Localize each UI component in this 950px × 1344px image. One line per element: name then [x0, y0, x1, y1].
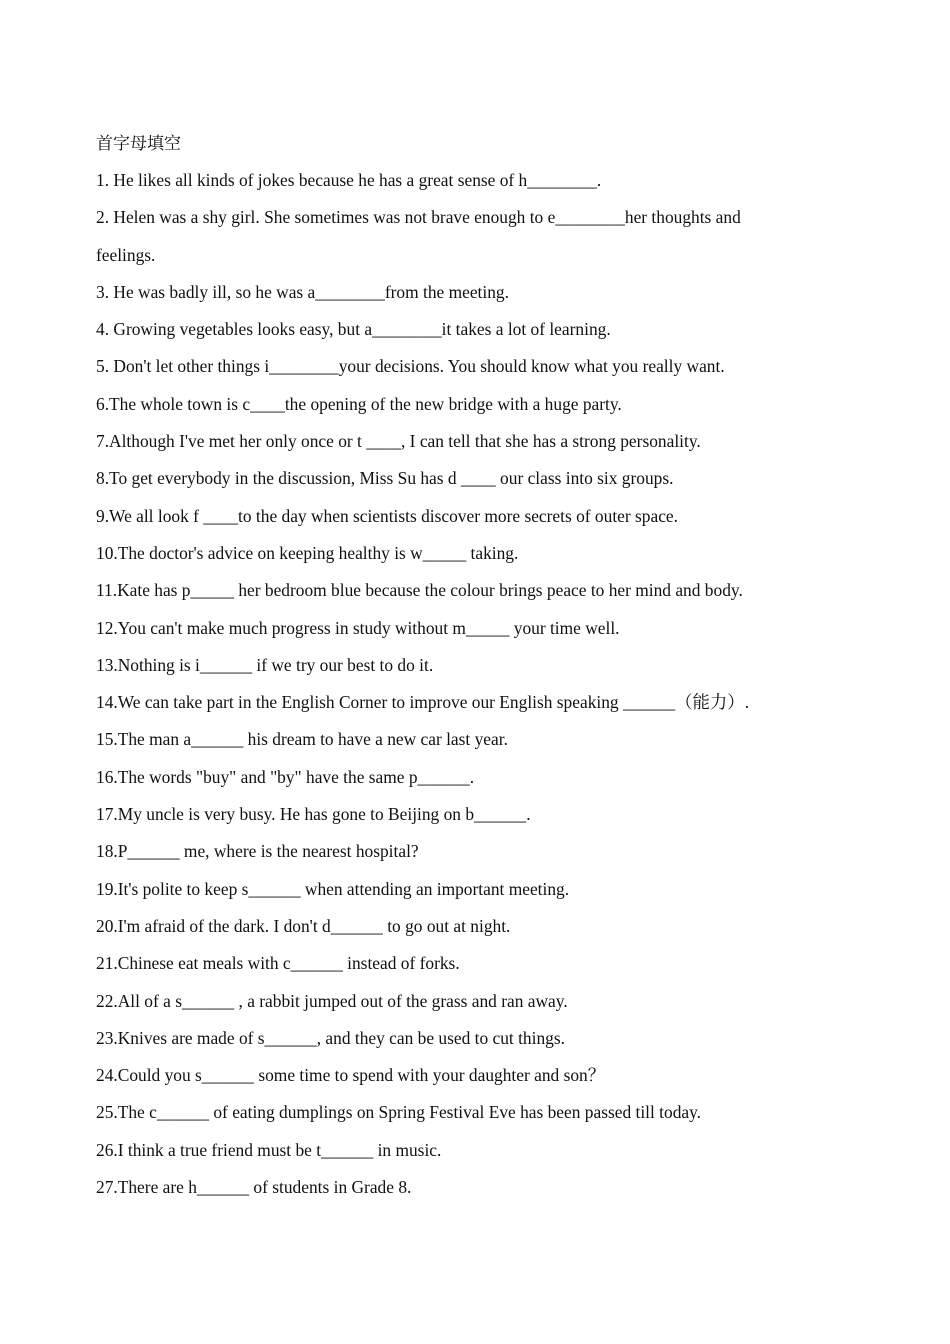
question-line: feelings. — [96, 244, 156, 265]
worksheet-title: 首字母填空 — [96, 134, 181, 154]
question-line: 1. He likes all kinds of jokes because he has a great sense of h________. — [96, 170, 602, 190]
question-line: 4. Growing vegetables looks easy, but a________it takes a lot of learning. — [96, 319, 611, 340]
question-line: 15.The man a______ his dream to have a new car last year. — [96, 729, 508, 750]
question-line: 10.The doctor's advice on keeping healthy is w_____ taking. — [96, 542, 519, 563]
worksheet-page — [96, 126, 836, 1206]
question-list — [96, 162, 836, 1206]
question-line: 11.Kate has p_____ her bedroom blue because the colour brings peace to her mind and body. — [96, 580, 743, 601]
question-line: 13.Nothing is i______ if we try our best to do it. — [96, 654, 434, 675]
question-line: 25.The c______ of eating dumplings on Spring Festival Eve has been passed till today. — [96, 1102, 702, 1123]
question-line: 27.There are h______ of students in Grade 8. — [96, 1177, 412, 1198]
question-line: 7.Although I've met her only once or t ____, I can tell that she has a strong personality. — [96, 431, 701, 452]
question-line: 22.All of a s______ , a rabbit jumped out of the grass and ran away. — [96, 990, 568, 1011]
question-line: 21.Chinese eat meals with c______ instead of forks. — [96, 953, 460, 974]
question-line: 17.My uncle is very busy. He has gone to Beijing on b______. — [96, 804, 531, 825]
question-line: 18.P______ me, where is the nearest hospital? — [96, 841, 419, 862]
question-line: 8.To get everybody in the discussion, Miss Su has d ____ our class into six groups. — [96, 468, 674, 489]
question-line: 19.It's polite to keep s______ when attending an important meeting. — [96, 878, 570, 899]
question-line: 14.We can take part in the English Corner to improve our English speaking ______（能力）. — [96, 692, 750, 713]
question-line: 2. Helen was a shy girl. She sometimes was not brave enough to e________her thoughts and — [96, 207, 741, 228]
question-line: 20.I'm afraid of the dark. I don't d______ to go out at night. — [96, 915, 511, 936]
question-line: 3. He was badly ill, so he was a________from the meeting. — [96, 281, 509, 302]
question-line: 9.We all look f ____to the day when scientists discover more secrets of outer space. — [96, 505, 678, 526]
question-line: 16.The words "buy" and "by" have the same p______. — [96, 766, 475, 787]
question-line: 12.You can't make much progress in study without m_____ your time well. — [96, 617, 620, 638]
question-line: 24.Could you s______ some time to spend with your daughter and son？ — [96, 1065, 606, 1086]
question-line: 6.The whole town is c____the opening of the new bridge with a huge party. — [96, 393, 622, 414]
question-line: 5. Don't let other things i________your decisions. You should know what you really want. — [96, 356, 725, 377]
question-line: 23.Knives are made of s______, and they can be used to cut things. — [96, 1027, 565, 1048]
question-line: 26.I think a true friend must be t______ in music. — [96, 1139, 442, 1160]
